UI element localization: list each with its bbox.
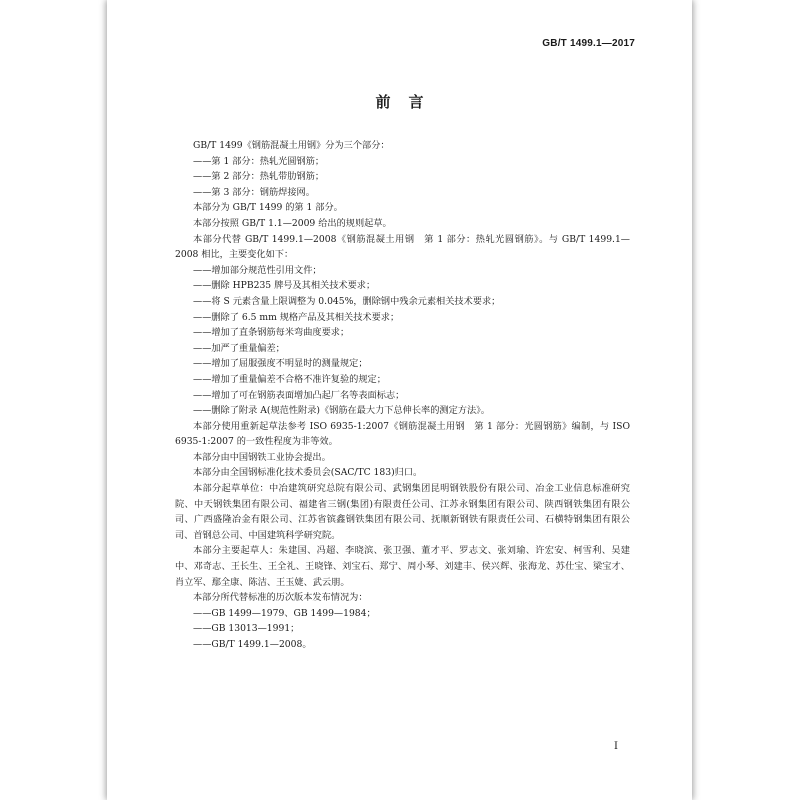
- paragraph: 本部分由全国钢标准化技术委员会(SAC/TC 183)归口。: [193, 467, 423, 479]
- list-item: ——加严了重量偏差；: [193, 342, 285, 354]
- standard-code: GB/T 1499.1—2017: [542, 38, 635, 49]
- list-item: ——增加部分规范性引用文件；: [193, 264, 322, 276]
- list-item: ——增加了重量偏差不合格不准许复验的规定；: [193, 373, 386, 385]
- list-item: ——GB 1499—1979、GB 1499—1984；: [193, 607, 376, 619]
- list-item: ——第 2 部分：热轧带肋钢筋；: [193, 171, 325, 183]
- page-title: 前言: [375, 93, 442, 111]
- paragraph: 本部分按照 GB/T 1.1—2009 给出的规则起草。: [193, 217, 392, 229]
- paragraph: 本部分由中国钢铁工业协会提出。: [193, 451, 331, 463]
- paragraph: 本部分使用重新起草法参考 ISO 6935-1:2007《钢筋混凝土用钢 第 1 部分：光圆钢筋》编制，与 ISO 6935-1:2007 的一致性程度为非等效。: [175, 420, 630, 448]
- paragraph: 本部分主要起草人：朱建国、冯超、李晓滨、张卫强、董才平、罗志文、张刘瑜、许宏安、柯雪利、吴建中、邓奇志、王长生、王全礼、王晓锋、刘宝石、郑宁、周小琴、刘建丰、侯兴辉、张海龙、苏仕宝、梁宝才、肖立军、鄢全康、陈洁、王玉婕、武云朋。: [175, 545, 630, 588]
- document-page: [107, 0, 692, 800]
- paragraph: 本部分代替 GB/T 1499.1—2008《钢筋混凝土用钢 第 1 部分：热轧光圆钢筋》。与 GB/T 1499.1—2008 相比，主要变化如下：: [175, 233, 630, 261]
- list-item: ——删除 HPB235 牌号及其相关技术要求；: [193, 280, 376, 292]
- paragraph: 本部分所代替标准的历次版本发布情况为：: [193, 592, 368, 604]
- document-body: [175, 138, 630, 653]
- list-item: ——第 1 部分：热轧光圆钢筋；: [193, 155, 325, 167]
- list-item: ——增加了可在钢筋表面增加凸起厂名等表面标志；: [193, 389, 405, 401]
- list-item: ——GB 13013—1991；: [193, 623, 300, 635]
- paragraph: 本部分起草单位：中冶建筑研究总院有限公司、武钢集团昆明钢铁股份有限公司、冶金工业信息标准研究院、中天钢铁集团有限公司、福建省三钢(集团)有限责任公司、江苏永钢集团有限公司、陕西钢铁集团有限公司、广西盛隆冶金有限公司、江苏省镔鑫钢铁集团有限公司、抚顺新钢铁有限责任公司、石横特钢集团有限公司、首钢总公司、中国建筑科学研究院。: [175, 483, 630, 541]
- list-item: ——GB/T 1499.1—2008。: [193, 639, 312, 650]
- list-item: ——将 S 元素含量上限调整为 0.045%，删除钢中残余元素相关技术要求；: [193, 295, 501, 307]
- list-item: ——增加了直条钢筋每米弯曲度要求；: [193, 327, 350, 339]
- list-item: ——第 3 部分：钢筋焊接网。: [193, 186, 315, 198]
- page-number: I: [614, 741, 618, 752]
- list-item: ——删除了附录 A(规范性附录)《钢筋在最大力下总伸长率的测定方法》。: [193, 405, 490, 417]
- list-item: ——删除了 6.5 mm 规格产品及其相关技术要求；: [193, 311, 400, 323]
- list-item: ——增加了屈服强度不明显时的测量规定；: [193, 358, 368, 370]
- paragraph: GB/T 1499《钢筋混凝土用钢》分为三个部分：: [193, 140, 390, 151]
- paragraph: 本部分为 GB/T 1499 的第 1 部分。: [193, 202, 343, 214]
